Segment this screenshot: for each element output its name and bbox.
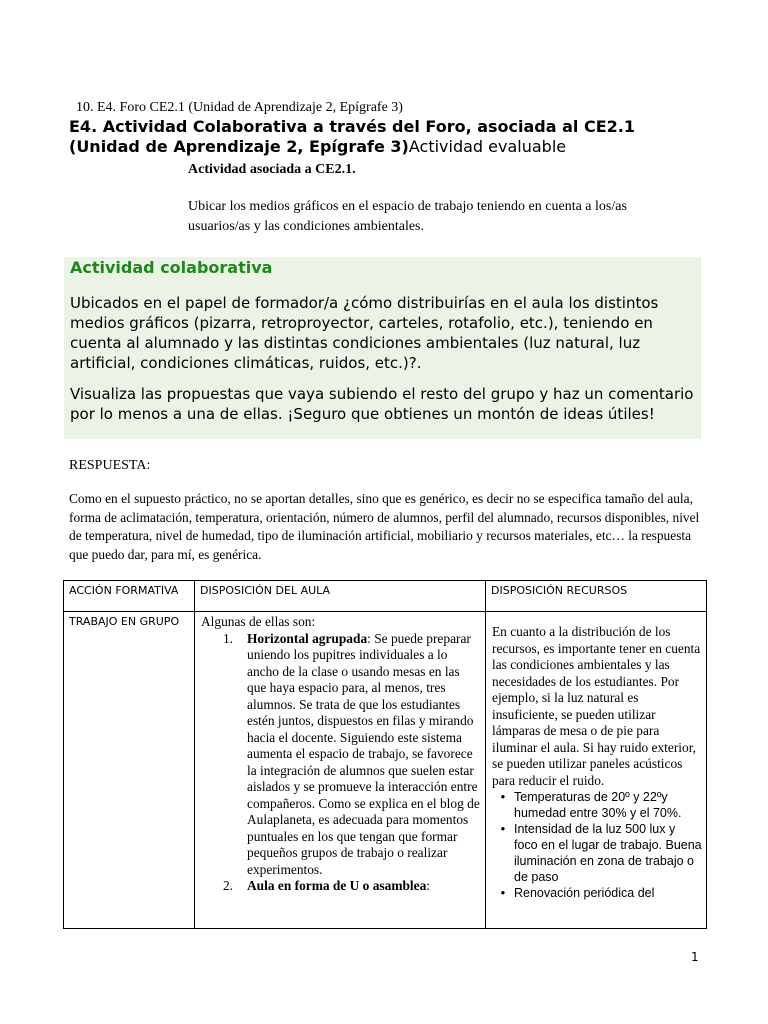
heading-normal-text: Actividad evaluable [408, 137, 567, 156]
bullet-text: Intensidad de la luz 500 lux y foco en el lugar de trabajo. Buena iluminación en zona de trabajo o de paso [514, 822, 702, 884]
aula-cell [195, 612, 486, 929]
list-item [492, 789, 702, 821]
bullet-text: Temperaturas de 20º y 22ºy humedad entre 30% y el 70%. [514, 790, 682, 820]
aula-item-text [241, 631, 481, 879]
activity-heading [69, 117, 709, 157]
aula-item-title: Aula en forma de U o asamblea [247, 878, 427, 893]
response-body: Como en el supuesto práctico, no se aportan detalles, sino que es genérico, es decir no se especifica tamaño del aula, forma de aclimatación, temperatura, orientación, número de alumnos, perfil del alumnado, recursos disponibles, nivel de temperatura, nivel de humedad, tipo de iluminación artificial, mobiliario y recursos materiales, etc… la respuesta que puedo dar, para mí, es genérica. [69, 491, 700, 562]
section-reference: 10. E4. Foro CE2.1 (Unidad de Aprendizaje 2, Epígrafe 3) [76, 100, 403, 115]
bullet-icon: • [500, 886, 506, 900]
bullet-text: Renovación periódica del [514, 886, 655, 900]
collaborative-activity-question: Ubicados en el papel de formador/a ¿cómo distribuirías en el aula los distintos medios gráficos (pizarra, retroproyector, carteles, rotafolio, etc.), teniendo en cuenta al alumnado y las distintas condiciones ambientales (luz natural, luz artificial, condiciones climáticas, ruidos, etc.)?. [70, 294, 659, 372]
collaborative-activity-title: Actividad colaborativa [70, 258, 273, 277]
bullet-icon: • [500, 822, 506, 836]
page-number: 1 [691, 950, 699, 964]
table-header-row [64, 581, 707, 612]
aula-item-title: Horizontal agrupada [247, 630, 368, 646]
aula-intro: Algunas de ellas son: [201, 614, 316, 629]
table-row [64, 612, 707, 929]
activity-association: Actividad asociada a CE2.1. [188, 162, 356, 177]
aula-item-horizontal [211, 631, 481, 879]
list-item [492, 885, 702, 901]
response-label: RESPUESTA: [69, 458, 151, 473]
aula-item-description: : [426, 878, 431, 893]
heading-bold-text: E4. Actividad Colaborativa a través del Foro, asociada al CE2.1 (Unidad de Aprendizaje 2, Epígrafe 3) [69, 117, 635, 156]
header-disposicion-aula: DISPOSICIÓN DEL AULA [195, 581, 486, 612]
header-accion-formativa: ACCIÓN FORMATIVA [64, 581, 195, 612]
activity-objective: Ubicar los medios gráficos en el espacio de trabajo teniendo en cuenta a los/as usuarios/as y las condiciones ambientales. [188, 199, 627, 234]
recursos-cell [486, 612, 707, 929]
recursos-bullet-list [492, 789, 702, 901]
aula-item-description: : Se puede preparar uniendo los pupitres individuales a lo ancho de la clase o usando mesas en las que haya espacio para, al menos, tres alumnos. Se trata de que los estudiantes estén juntos, dispuestos en filas y mirando hacia el docente. Siguiendo este sistema aumenta el espacio de trabajo, se favorece la integración de alumnos que suelen estar aislados y se promueve la interacción entre compañeros. Como se explica en el blog de Aulaplaneta, es adecuada para momentos puntuales en los que tengan que formar pequeños grupos de trabajo o realizar experimentos. [247, 630, 480, 877]
list-item [492, 821, 702, 885]
aula-item-u-asamblea [211, 878, 481, 895]
bullet-icon: • [500, 790, 506, 804]
collaborative-activity-instructions: Visualiza las propuestas que vaya subiendo el resto del grupo y haz un comentario por lo menos a una de ellas. ¡Seguro que obtienes un montón de ideas útiles! [70, 385, 694, 423]
aula-item-text [241, 878, 430, 895]
aula-item-number: 2. [222, 878, 233, 893]
activity-table [63, 580, 707, 929]
row-label-trabajo-en-grupo: TRABAJO EN GRUPO [64, 612, 195, 929]
recursos-intro: En cuanto a la distribución de los recursos, es importante tener en cuenta las condiciones ambientales y las necesidades de los estudiantes. Por ejemplo, si la luz natural es insuficiente, se pueden utilizar lámparas de mesa o de pie para iluminar el aula. Si hay ruido exterior, se pueden utilizar paneles acústicos para reducir el ruido. [492, 624, 701, 788]
header-disposicion-recursos: DISPOSICIÓN RECURSOS [486, 581, 707, 612]
aula-item-number: 1. [222, 630, 233, 646]
